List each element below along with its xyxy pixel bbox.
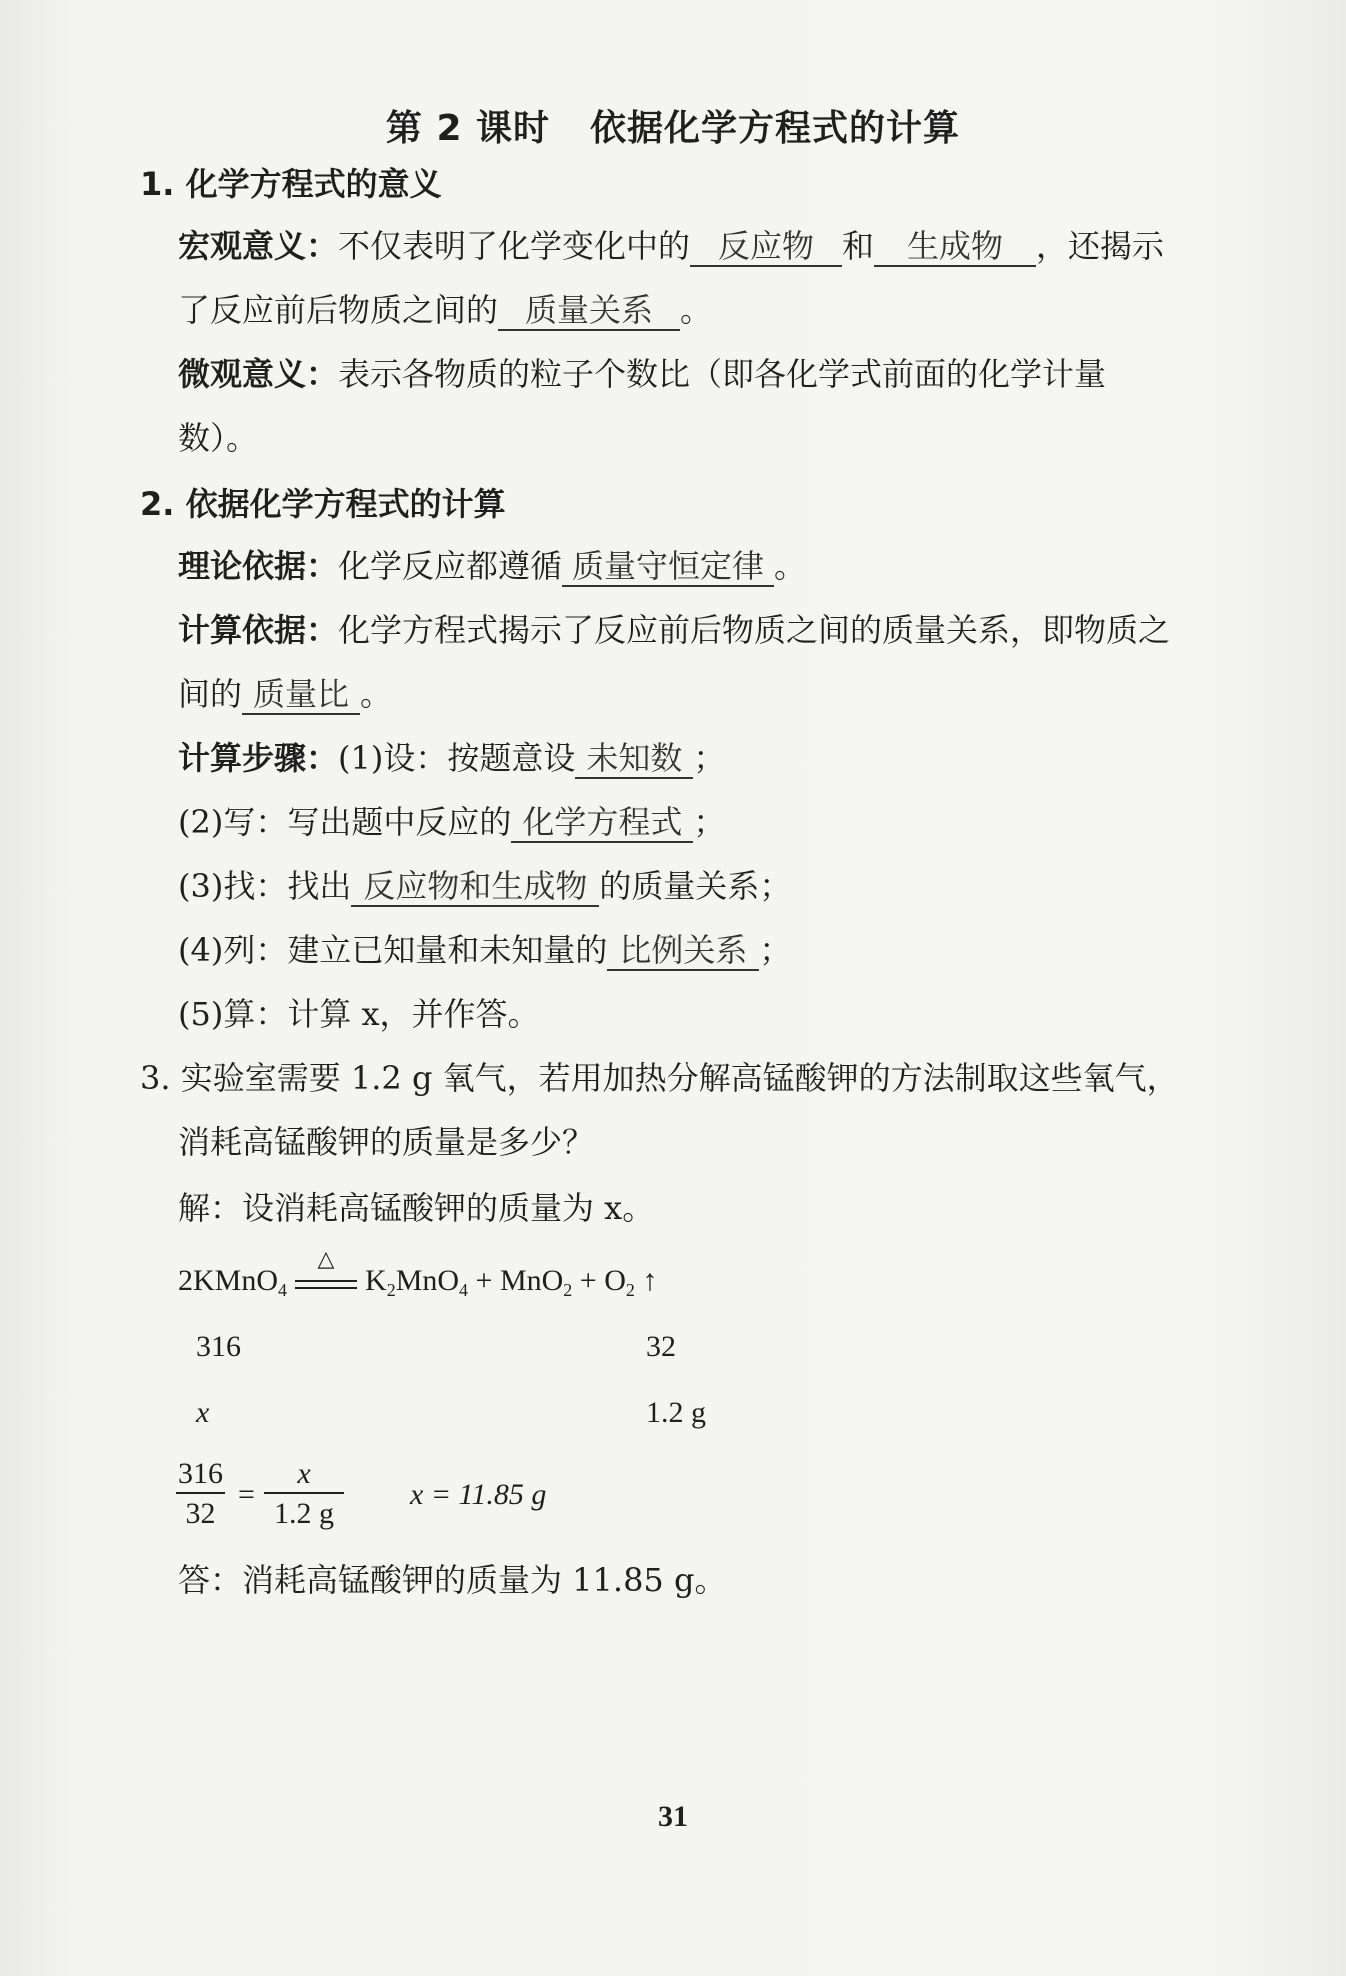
theory-label: 理论依据： — [178, 547, 339, 585]
and-text: 和 — [842, 227, 875, 265]
semicolon: ； — [693, 803, 726, 841]
product-3: + O — [572, 1264, 626, 1297]
micro-label: 微观意义： — [178, 355, 339, 393]
step-4-text: (4)列：建立已知量和未知量的 — [178, 931, 608, 969]
fraction-1-numerator: 316 — [176, 1456, 225, 1494]
macro-meaning-line-2 — [178, 290, 712, 331]
delta-icon: △ — [317, 1246, 335, 1272]
step-4-line — [178, 930, 791, 971]
answer-blank-equation: 化学方程式 — [511, 803, 693, 843]
macro-text: 不仅表明了化学变化中的 — [338, 227, 691, 265]
semicolon: ； — [693, 739, 726, 777]
fraction-1 — [176, 1456, 225, 1534]
subscript: 2 — [625, 1280, 635, 1300]
subscript: 4 — [278, 1280, 288, 1300]
step-3-line — [178, 866, 791, 907]
calc-text-2: 间的 — [178, 675, 243, 713]
section-1-heading: 1. 化学方程式的意义 — [140, 165, 442, 203]
chemical-equation — [178, 1246, 658, 1301]
step-1-text: (1)设：按题意设 — [338, 739, 576, 777]
macro-label: 宏观意义： — [178, 227, 339, 265]
answer-blank-unknown: 未知数 — [575, 739, 693, 779]
fraction-2-numerator: x — [264, 1456, 344, 1494]
product-1-mid: MnO — [395, 1264, 460, 1297]
period: 。 — [360, 675, 393, 713]
answer-blank-law: 质量守恒定律 — [562, 547, 774, 587]
step-2-text: (2)写：写出题中反应的 — [178, 803, 512, 841]
subscript: 4 — [459, 1280, 469, 1300]
macro-text-tail: ，还揭示 — [1036, 227, 1165, 265]
step-2-line — [178, 802, 725, 843]
lesson-title: 依据化学方程式的计算 — [590, 108, 961, 149]
answer-blank-ratio: 质量比 — [242, 675, 360, 715]
equals-sign: = — [238, 1478, 255, 1511]
molar-mass-left: 316 — [196, 1330, 241, 1363]
result — [410, 1478, 546, 1512]
step-1-line — [178, 738, 725, 779]
result-text: x = 11.85 g — [410, 1478, 547, 1511]
step-3-tail: 的质量关系； — [599, 867, 792, 905]
reactant-formula: 2KMnO — [178, 1264, 279, 1297]
macro-meaning-line-1 — [178, 226, 1164, 267]
fraction-2 — [264, 1456, 344, 1534]
period: 。 — [774, 547, 807, 585]
calc-text: 化学方程式揭示了反应前后物质之间的质量关系，即物质之 — [338, 611, 1171, 649]
answer-line: 答：消耗高锰酸钾的质量为 11.85 g。 — [178, 1561, 727, 1599]
lesson-number: 第 2 课时 — [385, 108, 551, 149]
question-3-line-1: 3. 实验室需要 1.2 g 氧气，若用加热分解高锰酸钾的方法制取这些氧气， — [140, 1059, 1179, 1097]
known-right: 1.2 g — [646, 1396, 706, 1429]
theory-basis-line — [178, 546, 806, 587]
step-5-line: (5)算：计算 x，并作答。 — [178, 995, 540, 1033]
gas-arrow-icon: ↑ — [634, 1264, 658, 1297]
product-2: + MnO — [468, 1264, 564, 1297]
answer-blank-products: 生成物 — [874, 227, 1036, 267]
calc-basis-line-1 — [178, 610, 1170, 650]
calc-basis-line-2 — [178, 674, 392, 715]
answer-blank-proportion: 比例关系 — [607, 931, 759, 971]
answer-blank-reactants-products: 反应物和生成物 — [351, 867, 599, 907]
micro-meaning-line-2: 数）。 — [178, 419, 259, 457]
theory-text: 化学反应都遵循 — [338, 547, 563, 585]
subscript: 2 — [386, 1280, 396, 1300]
fraction-2-denominator: 1.2 g — [274, 1497, 334, 1530]
molar-mass-right: 32 — [646, 1330, 676, 1363]
page-title — [0, 100, 1346, 151]
unknown-left: x — [196, 1396, 210, 1429]
section-2-heading: 2. 依据化学方程式的计算 — [140, 485, 506, 523]
macro-text-2: 了反应前后物质之间的 — [178, 291, 499, 329]
question-3-line-2: 消耗高锰酸钾的质量是多少？ — [178, 1123, 595, 1161]
answer-blank-reactants: 反应物 — [690, 227, 842, 267]
heating-equals-sign — [295, 1246, 357, 1298]
answer-blank-mass-relation: 质量关系 — [498, 291, 680, 331]
micro-meaning-line-1 — [178, 354, 1106, 394]
micro-text: 表示各物质的粒子个数比（即各化学式前面的化学计量 — [338, 355, 1107, 393]
semicolon: ； — [759, 931, 792, 969]
solution-setup: 解：设消耗高锰酸钾的质量为 x。 — [178, 1189, 655, 1227]
page-number: 31 — [658, 1800, 688, 1833]
period: 。 — [680, 291, 713, 329]
calc-label: 计算依据： — [178, 611, 339, 649]
subscript: 2 — [563, 1280, 573, 1300]
product-1: K — [365, 1264, 387, 1297]
step-3-text: (3)找：找出 — [178, 867, 352, 905]
fraction-1-denominator: 32 — [185, 1497, 216, 1530]
steps-label: 计算步骤： — [178, 739, 339, 777]
